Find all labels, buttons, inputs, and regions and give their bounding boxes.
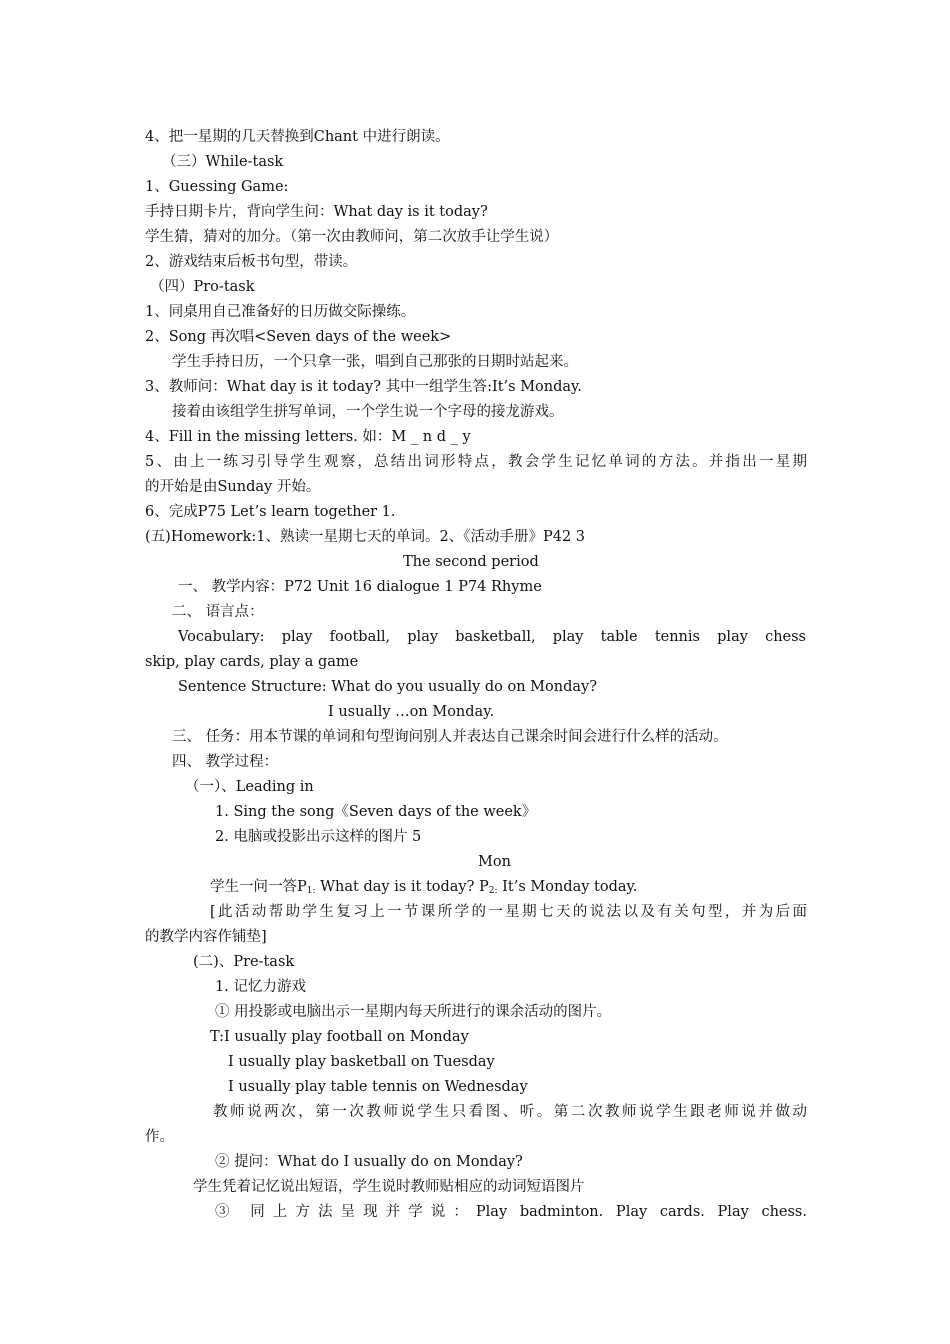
text-line: 教师说两次，第一次教师说学生只看图、听。第二次教师说学生跟老师说并做动	[213, 1104, 807, 1120]
text-line: 的开始是由Sunday 开始。	[145, 479, 321, 495]
text-line: I usually play basketball on Tuesday	[228, 1054, 495, 1070]
text-line: Sentence Structure: What do you usually do on Monday?	[178, 679, 597, 695]
text-line: 一、 教学内容：P72 Unit 16 dialogue 1 P74 Rhyme	[178, 579, 542, 595]
text-line: 作。	[145, 1129, 174, 1145]
subscript: 2:	[488, 886, 498, 896]
text-line: 1、同桌用自己准备好的日历做交际操练。	[145, 304, 416, 320]
text-line: 2、Song 再次唱<Seven days of the week>	[145, 329, 452, 345]
period-title: The second period	[403, 554, 539, 570]
card-label: Mon	[478, 854, 511, 870]
text-line: Vocabulary: play football, play basketball, play table tennis play chess	[178, 629, 806, 645]
text-line: 四、 教学过程：	[172, 754, 279, 770]
section-heading: （一）、Leading in	[185, 779, 314, 795]
text-line: ② 提问：What do I usually do on Monday?	[215, 1154, 523, 1170]
text-line: 接着由该组学生拼写单词，一个学生说一个字母的接龙游戏。	[172, 404, 564, 420]
text-line: 2、游戏结束后板书句型，带读。	[145, 254, 358, 270]
text-line: 4、Fill in the missing letters. 如：M _ n d _ y	[145, 429, 471, 445]
text-line: 1. 记忆力游戏	[215, 979, 306, 995]
text-line: ③ 同上方法呈现并学说：Play badminton. Play cards. Play chess.	[215, 1204, 807, 1220]
section-heading: （四）Pro-task	[150, 279, 255, 295]
text-line: 1. Sing the song《Seven days of the week》	[215, 804, 537, 820]
text-line	[210, 878, 637, 900]
text-line: 4、把一星期的几天替换到Chant 中进行朗读。	[145, 129, 450, 145]
text-line: I usually play table tennis on Wednesday	[228, 1079, 528, 1095]
text-line: 学生猜，猜对的加分。（第一次由教师问，第二次放手让学生说）	[145, 229, 559, 245]
text-line: (五)Homework:1、熟读一星期七天的单词。2、《活动手册》P42 3	[145, 529, 586, 545]
text-line: 二、 语言点：	[172, 604, 264, 620]
text-line: 的教学内容作铺垫]	[145, 929, 267, 945]
section-heading: (二)、Pre-task	[193, 954, 295, 970]
text-line: 5、由上一练习引导学生观察，总结出词形特点，教会学生记忆单词的方法。并指出一星期	[145, 454, 807, 470]
text-line: T:I usually play football on Monday	[210, 1029, 469, 1045]
text-line: 手持日期卡片，背向学生问：What day is it today?	[145, 204, 488, 220]
text-line: 学生凭着记忆说出短语，学生说时教师贴相应的动词短语图片	[193, 1179, 585, 1195]
text-line: 2. 电脑或投影出示这样的图片 5	[215, 829, 422, 845]
text-line: 学生手持日历，一个只拿一张，唱到自己那张的日期时站起来。	[172, 354, 578, 370]
text-fragment: 学生一问一答P	[210, 879, 307, 895]
text-line: 三、 任务：用本节课的单词和句型询问别人并表达自己课余时间会进行什么样的活动。	[172, 729, 728, 745]
text-line: I usually …on Monday.	[328, 704, 495, 720]
text-line: 3、教师问：What day is it today? 其中一组学生答:It’s Monday.	[145, 379, 582, 395]
text-line: 1、Guessing Game:	[145, 179, 289, 195]
text-line: 6、完成P75 Let’s learn together 1.	[145, 504, 396, 520]
text-fragment: What day is it today? P	[315, 879, 489, 895]
text-line: ① 用投影或电脑出示一星期内每天所进行的课余活动的图片。	[215, 1004, 612, 1020]
subscript: 1:	[306, 886, 316, 896]
text-line: skip, play cards, play a game	[145, 654, 359, 670]
text-fragment: It’s Monday today.	[497, 879, 638, 895]
section-heading: （三）While-task	[162, 154, 284, 170]
text-line: [此活动帮助学生复习上一节课所学的一星期七天的说法以及有关句型，并为后面	[210, 904, 807, 920]
